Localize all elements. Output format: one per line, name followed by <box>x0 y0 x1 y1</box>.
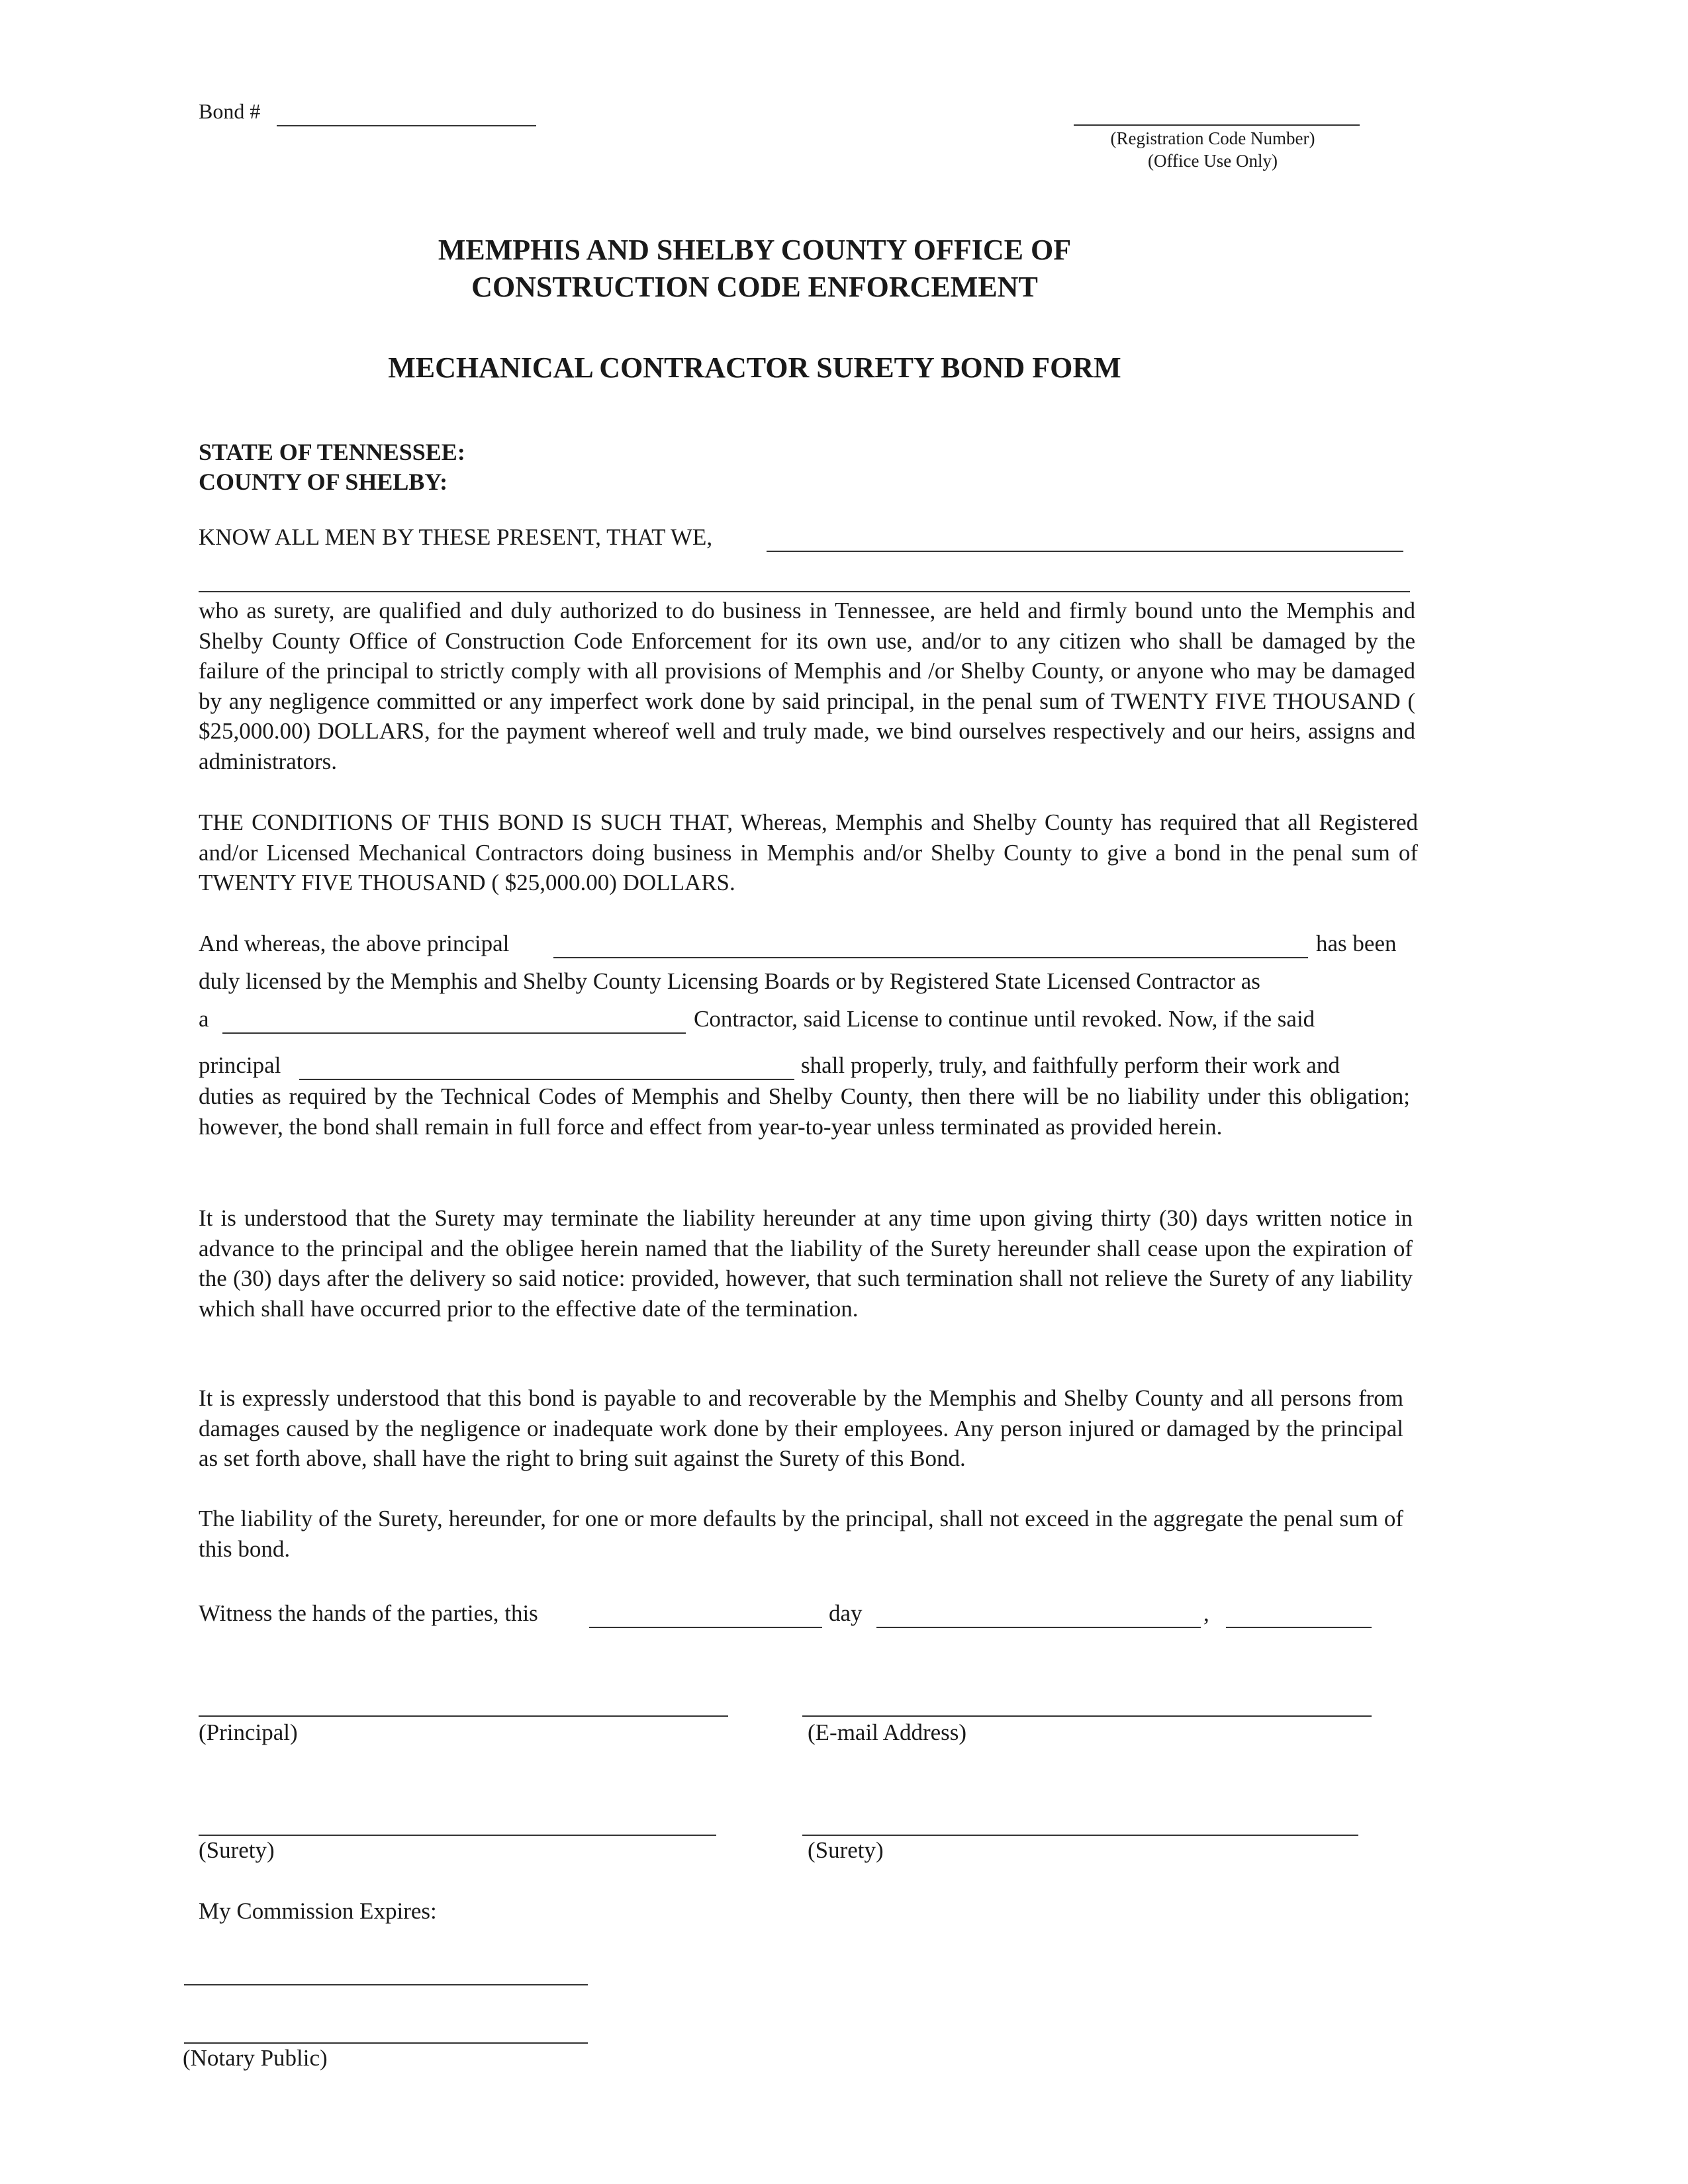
state-label: STATE OF TENNESSEE: <box>199 439 465 465</box>
principal-signature-label: (Principal) <box>199 1719 298 1745</box>
witness-text: Witness the hands of the parties, this <box>199 1600 538 1626</box>
notary-public-label: (Notary Public) <box>183 2045 328 2071</box>
witness-month-field[interactable] <box>876 1627 1201 1628</box>
notary-signature-field[interactable] <box>184 2042 588 2044</box>
form-title: MECHANICAL CONTRACTOR SURETY BOND FORM <box>388 351 1121 384</box>
has-been-text: has been <box>1316 931 1397 956</box>
principal-name-field[interactable] <box>553 957 1308 958</box>
witness-year-field[interactable] <box>1226 1627 1372 1628</box>
liability-paragraph: The liability of the Surety, hereunder, for one or more defaults by the principal, shall not exceed in the aggregate the penal sum of this bond. <box>199 1506 1403 1562</box>
duties-paragraph: duties as required by the Technical Codes of Memphis and Shelby County, then there will be no liability under this obligation; however, the bond shall remain in full force and effect from year-to-year unless terminated as provided herein. <box>199 1083 1410 1140</box>
know-all-men-text: KNOW ALL MEN BY THESE PRESENT, THAT WE, <box>199 524 713 550</box>
contractor-type-field[interactable] <box>222 1032 686 1034</box>
surety-signature-left-label: (Surety) <box>199 1837 275 1863</box>
termination-paragraph: It is understood that the Surety may terminate the liability hereunder at any time upon giving thirty (30) days written notice in advance to the principal and the obligee herein named that the liability of the Surety hereunder shall cease upon the expiration of the (30) days after the delivery so said notice: provided, however, that such termination shall not relieve the Surety of any liability which shall have occurred prior to the effective date of the termination. <box>199 1205 1413 1322</box>
county-label: COUNTY OF SHELBY: <box>199 469 448 495</box>
whereas-principal-text: And whereas, the above principal <box>199 931 510 956</box>
surety-paragraph: who as surety, are qualified and duly authorized to do business in Tennessee, are held and firmly bound unto the Memphis and Shelby County Office of Construction Code Enforcement for its own use, and/or to any citizen who shall be damaged by the failure of the principal to strictly comply with all provisions of Memphis and /or Shelby County, or anyone who may be damaged by any negligence committed or any imperfect work done by said principal, in the penal sum of TWENTY FIVE THOUSAND ( $25,000.00) DOLLARS, for the payment whereof well and truly made, we bind ourselves respectively and our heirs, assigns and administrators. <box>199 598 1415 774</box>
email-address-field[interactable] <box>802 1715 1372 1717</box>
office-use-label: (Office Use Only) <box>1148 151 1278 171</box>
conditions-paragraph: THE CONDITIONS OF THIS BOND IS SUCH THAT, Whereas, Memphis and Shelby County has required that all Registered and/or Licensed Mechanical Contractors doing business in Memphis and/or Shelby County to give a bond in the penal sum of TWENTY FIVE THOUSAND ( $25,000.00) DOLLARS. <box>199 809 1418 895</box>
commission-expires-field[interactable] <box>184 1984 588 1985</box>
license-continue-text: Contractor, said License to continue until revoked. Now, if the said <box>694 1006 1315 1032</box>
principal-second-field[interactable] <box>299 1079 794 1080</box>
witness-comma: , <box>1203 1600 1209 1626</box>
office-title-line2: CONSTRUCTION CODE ENFORCEMENT <box>471 271 1038 303</box>
registration-code-label: (Registration Code Number) <box>1110 128 1315 148</box>
contractor-type-prefix: a <box>199 1006 209 1032</box>
principal-signature-field[interactable] <box>199 1715 728 1717</box>
witness-day-label: day <box>829 1600 863 1626</box>
obligor-names-continuation-field[interactable] <box>199 591 1410 592</box>
surety-signature-left-field[interactable] <box>199 1835 716 1836</box>
obligor-names-field[interactable] <box>767 551 1403 552</box>
bond-number-label: Bond # <box>199 99 261 123</box>
surety-signature-right-field[interactable] <box>802 1835 1358 1836</box>
office-title-line1: MEMPHIS AND SHELBY COUNTY OFFICE OF <box>438 234 1072 266</box>
witness-day-field[interactable] <box>589 1627 822 1628</box>
email-address-label: (E-mail Address) <box>808 1719 967 1745</box>
commission-expires-label: My Commission Expires: <box>199 1898 437 1924</box>
recoverable-paragraph: It is expressly understood that this bond is payable to and recoverable by the Memphis and Shelby County and all persons from damages caused by the negligence or inadequate work done by their employees. Any person injured or damaged by the principal as set forth above, shall have the right to bring suit against the Surety of this Bond. <box>199 1385 1403 1471</box>
surety-signature-right-label: (Surety) <box>808 1837 884 1863</box>
registration-code-field[interactable] <box>1074 124 1360 126</box>
bond-number-field[interactable] <box>277 125 536 126</box>
duly-licensed-text: duly licensed by the Memphis and Shelby County Licensing Boards or by Registered State Licensed Contractor as <box>199 968 1260 994</box>
principal-prefix-text: principal <box>199 1052 281 1078</box>
faithfully-perform-text: shall properly, truly, and faithfully perform their work and <box>801 1052 1340 1078</box>
